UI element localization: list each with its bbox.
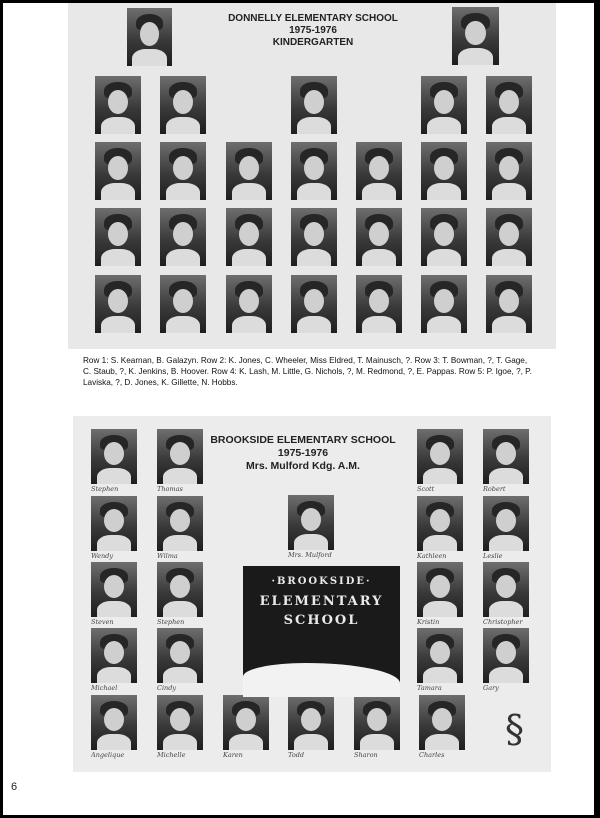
student-photo bbox=[157, 628, 203, 683]
student-photo bbox=[95, 76, 141, 134]
student-photo bbox=[421, 275, 467, 333]
student-signature: Michelle bbox=[157, 751, 186, 759]
student-photo bbox=[452, 7, 499, 65]
donnelly-years: 1975-1976 bbox=[289, 25, 337, 36]
student-signature: Angelique bbox=[91, 751, 125, 759]
page-number: 6 bbox=[11, 781, 18, 793]
student-photo bbox=[91, 628, 137, 683]
student-photo bbox=[160, 208, 206, 266]
blackboard-line1: ELEMENTARY bbox=[259, 594, 384, 609]
student-signature: Todd bbox=[288, 751, 305, 759]
student-signature: Stephen bbox=[91, 485, 119, 493]
student-signature: Thomas bbox=[157, 485, 183, 493]
student-photo bbox=[157, 562, 203, 617]
decorative-flourish-icon: § bbox=[505, 707, 524, 751]
student-photo bbox=[486, 76, 532, 134]
donnelly-title bbox=[213, 13, 413, 49]
student-photo bbox=[291, 208, 337, 266]
student-signature: Scott bbox=[417, 485, 435, 493]
blackboard-line2: SCHOOL bbox=[283, 613, 360, 628]
snow-bank bbox=[243, 663, 400, 697]
student-photo bbox=[417, 429, 463, 484]
student-signature: Charles bbox=[419, 751, 445, 759]
teacher-signature: Mrs. Mulford bbox=[288, 551, 332, 559]
student-signature: Kristin bbox=[417, 618, 440, 626]
student-signature: Gary bbox=[483, 684, 499, 692]
blackboard-school-prefix: ·BROOKSIDE· bbox=[271, 576, 372, 587]
student-photo bbox=[483, 562, 529, 617]
student-photo bbox=[486, 275, 532, 333]
student-signature: Leslie bbox=[483, 552, 503, 560]
student-photo bbox=[95, 208, 141, 266]
student-signature: Christopher bbox=[483, 618, 523, 626]
student-photo bbox=[91, 695, 137, 750]
student-photo bbox=[356, 275, 402, 333]
student-photo bbox=[95, 275, 141, 333]
student-photo bbox=[421, 142, 467, 200]
student-signature: Wilma bbox=[157, 552, 178, 560]
student-photo bbox=[486, 208, 532, 266]
student-photo bbox=[288, 695, 334, 750]
student-signature: Wendy bbox=[91, 552, 114, 560]
brookside-school-name: BROOKSIDE ELEMENTARY SCHOOL bbox=[210, 434, 396, 446]
student-signature: Karen bbox=[223, 751, 243, 759]
student-photo bbox=[486, 142, 532, 200]
teacher-photo bbox=[291, 76, 337, 134]
student-photo bbox=[91, 496, 137, 551]
student-photo bbox=[226, 142, 272, 200]
student-photo bbox=[291, 275, 337, 333]
student-photo bbox=[95, 142, 141, 200]
student-photo bbox=[417, 496, 463, 551]
school-blackboard-photo bbox=[243, 566, 400, 697]
brookside-years: 1975-1976 bbox=[277, 447, 329, 459]
student-photo bbox=[354, 695, 400, 750]
student-photo bbox=[421, 76, 467, 134]
student-photo bbox=[483, 496, 529, 551]
student-photo bbox=[291, 142, 337, 200]
student-photo bbox=[421, 208, 467, 266]
brookside-title bbox=[203, 434, 403, 473]
teacher-photo bbox=[288, 495, 334, 550]
student-signature: Steven bbox=[91, 618, 114, 626]
student-photo bbox=[356, 208, 402, 266]
student-photo bbox=[160, 275, 206, 333]
student-photo bbox=[483, 628, 529, 683]
student-signature: Kathleen bbox=[417, 552, 447, 560]
student-photo bbox=[356, 142, 402, 200]
student-signature: Michael bbox=[91, 684, 118, 692]
student-photo bbox=[91, 562, 137, 617]
donnelly-grade: KINDERGARTEN bbox=[272, 37, 354, 48]
student-photo bbox=[160, 76, 206, 134]
student-photo bbox=[160, 142, 206, 200]
donnelly-caption: Row 1: S. Kearnan, B. Galazyn. Row 2: K. Jones, C. Wheeler, Miss Eldred, T. Mainusch, ?. Row 3: T. Bowman, ?, T. Gage, C. Staub, ?, K. Jenkins, B. Hoover. Row 4: K. Lash, M. Little, G. Nichols, ?, M. Redmond, ?, E. Pappas. Row 5: P. Igoe, ?, P. Laviska, ?, D. Jones, K. Gillette, N. Hobbs. bbox=[83, 356, 532, 387]
student-photo bbox=[223, 695, 269, 750]
student-signature: Sharon bbox=[354, 751, 378, 759]
donnelly-school-name: DONNELLY ELEMENTARY SCHOOL bbox=[228, 13, 398, 24]
brookside-teacher: Mrs. Mulford Kdg. A.M. bbox=[246, 460, 360, 472]
student-photo bbox=[157, 695, 203, 750]
student-photo bbox=[483, 429, 529, 484]
student-photo bbox=[417, 628, 463, 683]
student-signature: Tamara bbox=[417, 684, 442, 692]
student-signature: Robert bbox=[483, 485, 506, 493]
student-photo bbox=[91, 429, 137, 484]
student-photo bbox=[226, 208, 272, 266]
yearbook-page bbox=[3, 3, 594, 815]
student-photo bbox=[417, 562, 463, 617]
student-photo bbox=[127, 8, 172, 66]
student-signature: Stephen bbox=[157, 618, 185, 626]
student-photo bbox=[419, 695, 465, 750]
student-photo bbox=[157, 429, 203, 484]
student-photo bbox=[157, 496, 203, 551]
student-signature: Cindy bbox=[157, 684, 177, 692]
student-photo bbox=[226, 275, 272, 333]
